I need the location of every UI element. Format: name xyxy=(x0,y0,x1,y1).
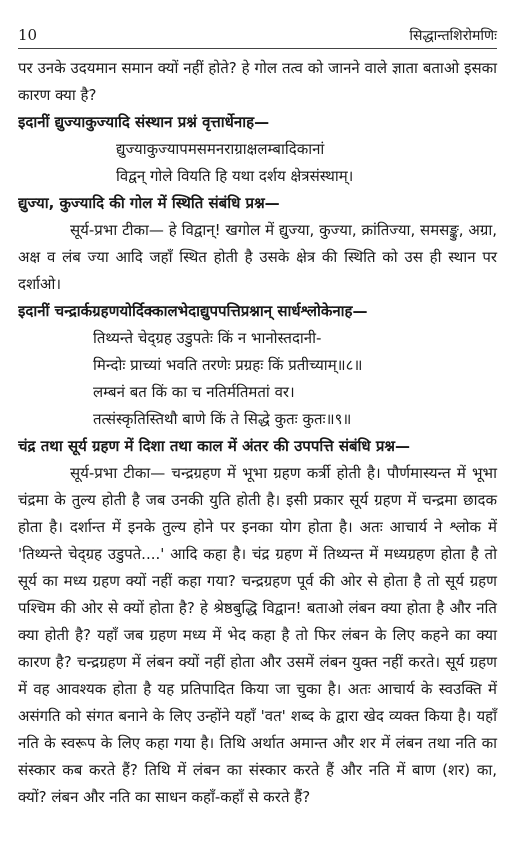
verse-line: लम्बनं बत किं का च नतिर्मतिमतां वर। xyxy=(93,383,295,401)
commentary-paragraph-1: सूर्य-प्रभा टीका— हे विद्वान्! खगोल में द्युज्या, कुज्या, क्रांतिज्या, समसङ्कु, अग्रा, अक्ष व लंब ज्या आदि जहाँ स्थित होती है उसके क्षेत्र की स्थिति को उस ही स्थान पर दर्शाओ। xyxy=(18,221,497,293)
verse-line: मिन्दोः प्राच्यां भवति तरणेः प्रग्रहः किं प्रतीच्याम्॥८॥ xyxy=(93,356,363,374)
verse-line: तिथ्यन्ते चेद्ग्रह उडुपतेः किं न भानोस्तदानी- xyxy=(93,329,322,347)
paragraph-continuation: पर उनके उदयमान समान क्यों नहीं होते? हे गोल तत्व को जानने वाले ज्ञाता बताओ इसका कारण क्या है? xyxy=(18,59,497,104)
page-number: 10 xyxy=(18,26,38,44)
verse-line: द्युज्याकुज्यापमसमनराग्राक्षलम्बादिकानां xyxy=(116,140,325,158)
section-heading-hindi-1: द्युज्या, कुज्यादि की गोल में स्थिति संबंधि प्रश्न— xyxy=(18,194,280,212)
verse-line: तत्संस्कृतिस्तिथौ बाणे किं ते सिद्धे कुतः कुतः॥९॥ xyxy=(93,410,352,428)
section-heading-sanskrit-2: इदानीं चन्द्रार्कग्रहणयोर्दिक्कालभेदाद्युपपत्तिप्रश्नान् सार्धश्लोकेनाह— xyxy=(18,302,368,320)
commentary-paragraph-2: सूर्य-प्रभा टीका— चन्द्रग्रहण में भूभा ग्रहण कर्त्री होती है। पौर्णमास्यन्त में भूभा चंद्रमा के तुल्य होती है जब उनकी युति होती है। इसी प्रकार सूर्य ग्रहण में चन्द्रमा छादक होता है। दर्शान्त में इनके तुल्य होने पर इनका योग होता है। अतः आचार्य ने श्लोक में 'तिथ्यन्ते चेद्ग्रह उडुपते....' आदि कहा है। चंद्र ग्रहण में तिथ्यन्त में मध्यग्रहण होता है तो सूर्य का मध्य ग्रहण क्यों नहीं कहा गया? चन्द्रग्रहण पूर्व की ओर से होता है तो सूर्य ग्रहण पश्चिम की ओर से क्यों होता है? हे श्रेष्ठबुद्धि विद्वान! बताओ लंबन क्या होता है और नति क्या होती है? यहाँ जब ग्रहण मध्य में भेद कहा है तो फिर लंबन के लिए कहने का क्या कारण है? चन्द्रग्रहण में लंबन क्यों नहीं होता और उसमें लंबन युक्त नहीं करते। सूर्य ग्रहण में वह आवश्यक होता है यह प्रतिपादित किया जा चुका है। अतः आचार्य के स्वउक्ति में असंगति को संगत बनाने के लिए उन्होंने यहाँ 'वत' शब्द के द्वारा खेद व्यक्त किया है। यहाँ नति के स्वरूप के लिए कहा गया है। तिथि अर्थात अमान्त और शर में लंबन तथा नति का संस्कार कब करते हैं? तिथि में लंबन का संस्कार करते हैं और नति में बाण (शर) का, क्यों? लंबन और नति का साधन कहाँ-कहाँ से करते हैं? xyxy=(18,464,497,806)
page-header xyxy=(18,26,497,49)
section-heading-hindi-2: चंद्र तथा सूर्य ग्रहण में दिशा तथा काल में अंतर की उपपत्ति संबंधि प्रश्न— xyxy=(18,437,410,455)
verse-line: विद्वन् गोले वियति हि यथा दर्शय क्षेत्रसंस्थाम्। xyxy=(116,167,354,185)
running-head: सिद्धान्तशिरोमणिः xyxy=(409,28,497,44)
section-heading-sanskrit-1: इदानीं द्युज्याकुज्यादि संस्थान प्रश्नं वृत्तार्धेनाह— xyxy=(18,113,270,131)
